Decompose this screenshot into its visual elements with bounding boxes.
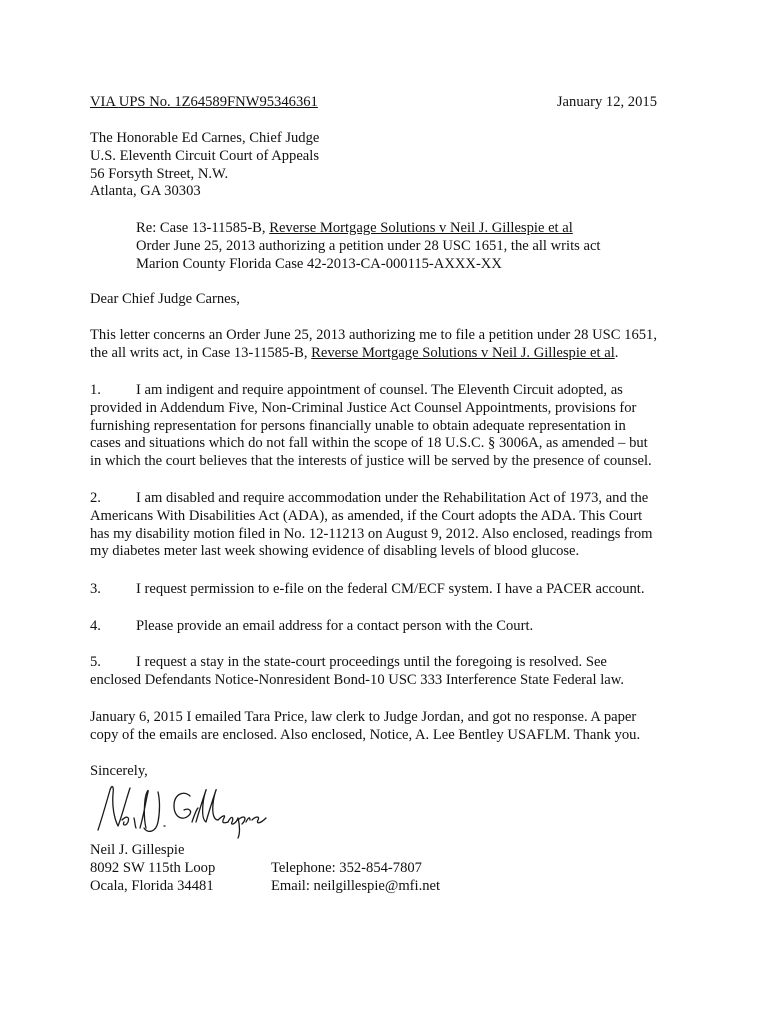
re-line-order: Order June 25, 2013 authorizing a petition under 28 USC 1651, the all writs act — [136, 237, 601, 254]
closing-line: January 6, 2015 I emailed Tara Price, law clerk to Judge Jordan, and got no response. A paper — [90, 709, 637, 725]
intro-period: . — [614, 344, 619, 361]
recipient-line: 56 Forsyth Street, N.W. — [90, 165, 229, 182]
item-text: Please provide an email address for a contact person with the Court. — [136, 618, 534, 634]
re-line-county-case: Marion County Florida Case 42-2013-CA-000115-AXXX-XX — [136, 255, 502, 272]
re-prefix: Re: Case 13-11585-B, — [136, 220, 270, 236]
item-number: 5. — [90, 654, 101, 670]
numbered-item-5 — [90, 654, 690, 690]
telephone: Telephone: 352-854-7807 — [271, 860, 422, 876]
item-line: enclosed Defendants Notice-Nonresident Bond-10 USC 333 Interference State Federal law. — [90, 671, 624, 688]
item-first-line — [90, 654, 690, 672]
letter-date: January 12, 2015 — [556, 94, 657, 110]
via-line — [90, 94, 318, 112]
via-tracking-number: UPS No. 1Z64589FNW95346361 — [118, 94, 318, 110]
item-text: I request permission to e-file on the federal CM/ECF system. I have a PACER account. — [136, 581, 645, 597]
re-case-name: Reverse Mortgage Solutions v Neil J. Gillespie et al — [269, 220, 573, 236]
item-line: has my disability motion filed in No. 12-11213 on August 9, 2012. Also enclosed, readings from — [90, 525, 653, 542]
signer-name: Neil J. Gillespie — [90, 842, 185, 858]
signer-address-line1: 8092 SW 115th Loop — [90, 859, 216, 876]
item-line: in which the court believes that the interests of justice will be served by the presence of counsel. — [90, 453, 652, 470]
via-prefix: VIA — [90, 94, 119, 110]
item-text: I request a stay in the state-court proceedings until the foregoing is resolved. See — [136, 654, 607, 670]
intro-line — [90, 345, 690, 363]
signer-address-line2: Ocala, Florida 34481 — [90, 877, 214, 894]
intro-paragraph — [90, 327, 690, 363]
re-block — [136, 220, 696, 273]
intro-line: This letter concerns an Order June 25, 2013 authorizing me to file a petition under 28 USC 1651, — [90, 327, 657, 343]
email: Email: neilgillespie@mfi.net — [271, 878, 441, 894]
recipient-line: U.S. Eleventh Circuit Court of Appeals — [90, 147, 320, 164]
re-line-case — [136, 220, 696, 238]
numbered-item-1 — [90, 382, 690, 471]
item-text: I am disabled and require accommodation under the Rehabilitation Act of 1973, and the — [136, 490, 649, 506]
closing-line: copy of the emails are enclosed. Also enclosed, Notice, A. Lee Bentley USAFLM. Thank you. — [90, 726, 641, 743]
item-first-line — [90, 581, 690, 599]
numbered-item-4 — [90, 618, 690, 636]
handwritten-signature — [88, 778, 278, 840]
item-number: 4. — [90, 618, 101, 634]
recipient-line: The Honorable Ed Carnes, Chief Judge — [90, 130, 320, 146]
item-text: I am indigent and require appointment of counsel. The Eleventh Circuit adopted, as — [136, 382, 623, 398]
item-first-line — [90, 382, 690, 400]
item-number: 3. — [90, 581, 101, 597]
salutation: Dear Chief Judge Carnes, — [90, 291, 240, 307]
recipient-address — [90, 130, 690, 201]
item-line: provided in Addendum Five, Non-Criminal Justice Act Counsel Appointments, provisions for — [90, 399, 637, 416]
item-line: my diabetes meter last week showing evidence of disabling levels of blood glucose. — [90, 543, 580, 560]
item-line: furnishing representation for persons financially unable to obtain adequate representation in — [90, 417, 626, 434]
item-number: 1. — [90, 382, 101, 398]
signoff: Sincerely, — [90, 763, 148, 779]
item-line: Americans With Disabilities Act (ADA), as amended, if the Court adopts the ADA. This Court — [90, 507, 643, 524]
numbered-item-2 — [90, 490, 690, 561]
item-first-line — [90, 618, 690, 636]
numbered-item-3 — [90, 581, 690, 599]
intro-case-name: Reverse Mortgage Solutions v Neil J. Gillespie et al — [311, 344, 615, 361]
item-number: 2. — [90, 490, 101, 506]
item-first-line — [90, 490, 690, 508]
intro-line2-prefix: the all writs act, in Case 13-11585-B, — [90, 344, 312, 361]
recipient-line: Atlanta, GA 30303 — [90, 183, 201, 200]
closing-paragraph — [90, 709, 690, 745]
item-line: cases and situations which do not fall within the scope of 18 U.S.C. § 3006A, as amended – but — [90, 435, 648, 452]
